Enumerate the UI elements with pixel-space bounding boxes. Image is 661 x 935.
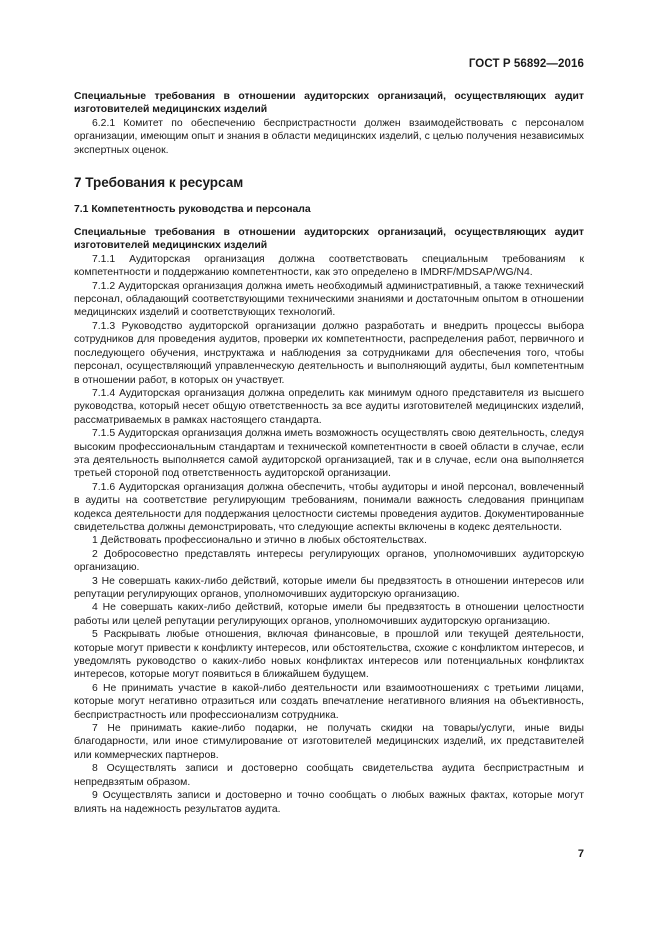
paragraph-6-2-1: 6.2.1 Комитет по обеспечению беспристрастности должен взаимодействовать с персоналом организации, имеющим опыт и знания в области медицинских изделий, с целью получения независимых экспертных оценок. <box>74 117 584 156</box>
paragraph-7-1-4: 7.1.4 Аудиторская организация должна определить как минимум одного представителя из высшего руководства, который несет общую ответственность за все аудиты изготовителей медицинских изделий, рассматриваемых в рамках настоящего стандарта. <box>74 387 584 426</box>
code-item-7: 7 Не принимать какие-либо подарки, не получать скидки на товары/услуги, иные виды благодарности, или иное стимулирование от изготовителей медицинских изделий, их представителей или коммерческих партнеров. <box>74 723 584 761</box>
section-7-title: 7 Требования к ресурсам <box>74 175 244 191</box>
code-item-8: 8 Осуществлять записи и достоверно сообщать свидетельства аудита беспристрастным и непредвзятым образом. <box>74 763 584 788</box>
special-requirements-heading-1: Специальные требования в отношении аудиторских организаций, осуществляющих аудит изготовителей медицинских изделий <box>74 91 584 116</box>
code-item-9: 9 Осуществлять записи и достоверно и точно сообщать о любых важных фактах, которые могут влиять на надежность результатов аудита. <box>74 790 584 815</box>
paragraph-7-1-6: 7.1.6 Аудиторская организация должна обеспечить, чтобы аудиторы и иной персонал, вовлеченный в аудиты на соответствие регулирующим требованиям, понимали важность следования принципам кодекса деятельности для поддержания целостности системы проведения аудитов. Документированные свидетельства должны демонстрировать, что следующие аспекты включены в кодекс деятельности. <box>74 481 584 533</box>
code-item-1: 1 Действовать профессионально и этично в любых обстоятельствах. <box>92 535 427 547</box>
page-number: 7 <box>577 848 584 860</box>
code-item-2: 2 Добросовестно представлять интересы регулирующих органов, уполномочивших аудиторскую организацию. <box>74 548 584 574</box>
code-item-6: 6 Не принимать участие в какой-либо деятельности или взаимоотношениях с третьими лицами, которые могут негативно отразиться или создать впечатление негативного влияния на объективность, беспристрастность или профессионализм сотрудника. <box>74 682 584 721</box>
code-item-4: 4 Не совершать каких-либо действий, которые имели бы предвзятость в отношении целостности работы или целей репутации регулирующих органов, уполномочивших аудиторскую организацию. <box>74 602 584 627</box>
paragraph-7-1-1: 7.1.1 Аудиторская организация должна соответствовать специальным требованиям к компетентности и поддержанию компетентности, как это определено в IMDRF/MDSAP/WG/N4. <box>74 253 584 279</box>
paragraph-7-1-5: 7.1.5 Аудиторская организация должна иметь возможность осуществлять свою деятельность, следуя высоким профессиональным стандартам и технической компетентности в своей области в случае, если эта деятельность выполняется самой аудиторской организацией, так и в случае, если она выполняется третьей стороной под ответственность аудиторской организации. <box>74 428 584 480</box>
subsection-7-1-title: 7.1 Компетентность руководства и персонала <box>74 204 311 216</box>
page-content <box>74 90 584 816</box>
code-item-5: 5 Раскрывать любые отношения, включая финансовые, в прошлой или текущей деятельности, которые могут привести к конфликту интересов, или обстоятельства, схожие с конфликтом интересов, и уведомлять руководство о каких-либо новых конфликтах интересов или потенциальных конфликтах интересов, которые могут появиться в ближайшем будущем. <box>74 629 584 681</box>
special-requirements-heading-2: Специальные требования в отношении аудиторских организаций, осуществляющих аудит изготовителей медицинских изделий <box>74 227 584 252</box>
paragraph-7-1-2: 7.1.2 Аудиторская организация должна иметь необходимый административный, а также технический персонал, обладающий соответствующими техническими знаниями и достаточным опытом в отношении медицинских изделий и соответствующих технологий. <box>74 280 584 319</box>
document-header: ГОСТ Р 56892—2016 <box>468 58 584 70</box>
code-item-3: 3 Не совершать каких-либо действий, которые имели бы предвзятость в отношении интересов или репутации регулирующих органов, уполномочивших аудиторскую организацию. <box>74 575 584 600</box>
paragraph-7-1-3: 7.1.3 Руководство аудиторской организации должно разработать и внедрить процессы выбора сотрудников для проведения аудитов, проверки их компетентности, распределения работ, первичного и последующего обучения, инструктажа и наблюдения за сотрудниками для обеспечения того, чтобы персонал, осуществляющий управленческую деятельность и выполняющий аудиты, был компетентным в отношении работ, в которых он участвует. <box>74 320 584 386</box>
